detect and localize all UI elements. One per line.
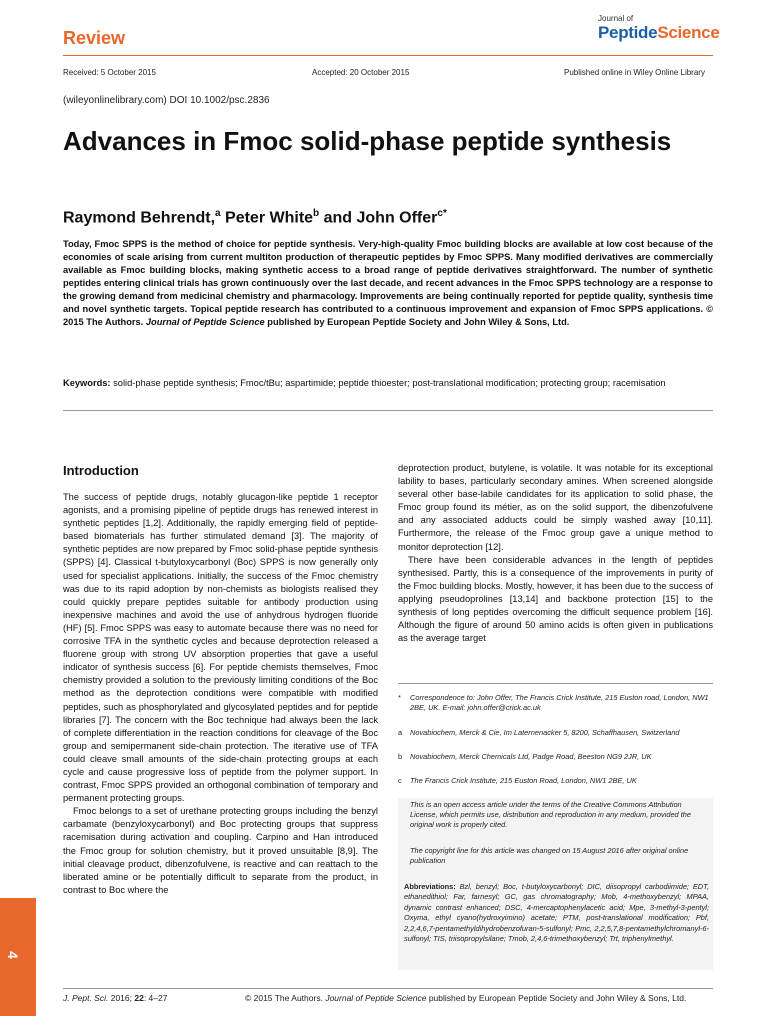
- author-name[interactable]: and John Offer: [319, 209, 438, 227]
- affiliation-b: b Novabiochem, Merck Chemicals Ltd, Padge Road, Beeston NG9 2JR, UK: [398, 752, 652, 761]
- abbreviations: Abbreviations: Bzl, benzyl; Boc, t-butyloxycarbonyl; DIC, diisopropyl carbodiimide; EDT, ethanedithiol; Far, farnesyl; GC, gas chromatography; Mob, 4-methoxybenzyl; MPAA, dynamic contrast enhanced; DSC, 4-mercaptophenylacetic acid; Mpe, 3-methyl-3-pentyl; Oxyma, ethyl cyano(hydroxyimino) acetate; PTM, post-translational modification; Pbf, 2,2,4,6,7-pentamethyldihydrobenzofuran-5-sulfonyl; Pmc, 2,2,5,7,8-pentamethylchromanyl-6-sulfonyl; TIS, triisopropylsilane; Tmob, 2,4,6-trimethoxybenzyl; Trt, triphenylmethyl.: [404, 882, 710, 944]
- copyright-line: © 2015 The Authors. Journal of Peptide Science published by European Peptide Society and John Wiley & Sons, Ltd.: [245, 993, 687, 1003]
- header-rule: [63, 55, 713, 56]
- author-name[interactable]: Peter White: [220, 209, 314, 227]
- keywords-label: Keywords:: [63, 378, 111, 388]
- section-label: Review: [63, 28, 126, 48]
- keywords-list: solid-phase peptide synthesis; Fmoc/tBu; aspartimide; peptide thioester; post-translational modification; protecting group; racemisation: [113, 378, 666, 388]
- keywords-rule: [63, 410, 713, 411]
- paragraph: There have been considerable advances in the length of peptides synthesised. Partly, this is a consequence of the improvements in purity of the Fmoc building blocks. Mostly, however, it has been due to the success of applying pseudoprolines [13,14] and backbone protection [15] to the synthesis of long peptides overcoming the difficult sequence problem [16]. Although the figure of around 50 amino acids is often given in publications as the average target: [398, 554, 713, 644]
- journal-logo-big: PeptideScience: [598, 23, 720, 42]
- paragraph: deprotection product, butylene, is volatile. It was notable for its exceptional lability to bases, particularly secondary amines. When screened alongside several other base-labile candidates for its application to solid phase, the Fmoc group found its métier, as on the solid support, the dibenzofulvene and any associated adducts could be simply washed away [10,11]. Furthermore, the release of the Fmoc group gave a unique method to monitor deprotection [12].: [398, 463, 713, 552]
- keywords: [63, 377, 713, 390]
- footer-rule: [63, 988, 713, 989]
- published-note: Published online in Wiley Online Library: [564, 68, 705, 77]
- paragraph: The success of peptide drugs, notably glucagon-like peptide 1 receptor agonists, and a promising pipeline of peptide drugs has renewed interest in synthetic peptides [1,2]. Additionally, the rapidly emerging field of peptide-based biomaterials has further stimulated demand [3]. The majority of synthetic peptides are now prepared by Fmoc solid-phase peptide synthesis (SPPS) [4]. Classical t-butyloxycarbonyl (Boc) SPPS is now generally only used for specialist applications. Initially, the success of the Fmoc chemistry was due to its rapid adoption by non-chemists as biologists realised they could quickly prepare peptides suitable for antibody production using inexpensive machines and avoid the use of anhydrous hydrogen fluoride (HF) [5]. Fmoc SPPS was easy to automate because there was no need for corrosive TFA in the synthetic cycles and because deprotection released a fluorene group with strong UV absorption properties that gave a useful indicator of synthesis success [6]. For peptide chemists themselves, Fmoc chemistry provided a solution to the previously limiting conditions of the Boc method as the deprotection conditions were compatible with modified peptides, such as phosphorylated and glycosylated peptides and for peptide libraries [7]. The concern with the Boc technique had always been the lack of complete differentiation in the reaction conditions for cleavage of the Boc group and semipermanent side-chain protection. The iterative use of TFA could cleave small amounts of the side-chain protecting groups at each cycle and cause progressive loss of peptide from the polymer support. In contrast, Fmoc SPPS provided an orthogonal combination of temporary and permanent protecting groups.: [63, 492, 378, 804]
- abstract: Today, Fmoc SPPS is the method of choice for peptide synthesis. Very-high-quality Fmoc building blocks are available at low cost because of the economies of scale arising from current multiton production of therapeutic peptides by Fmoc SPPS. Many modified derivatives are commercially available as Fmoc building blocks, making synthetic access to a broad range of peptide derivatives straightforward. The number of synthetic peptides entering clinical trials has grown continuously over the last decade, and recent advances in the Fmoc SPPS technology are a response to the growing demand from medicinal chemistry and pharmacology. Improvements are being continually reported for peptide quality, synthesis time and novel synthetic targets. Topical peptide research has contributed to a continuous improvement and expansion of Fmoc SPPS applications. © 2015 The Authors. Journal of Peptide Science published by European Peptide Society and John Wiley & Sons, Ltd.: [63, 239, 713, 327]
- paragraph: Fmoc belongs to a set of urethane protecting groups including the benzyl carbamate (benzyloxycarbonyl) and Boc protecting groups that suppress racemisation during activation and coupling. Carpino and Han introduced the Fmoc group for solution chemistry, but it proved unsuitable [8,9]. The initial cleavage product, dibenzofulvene, is reactive and can reattach to the liberated amine or be potentially difficult to separate from the product, in contrast to Boc where the: [63, 806, 378, 895]
- journal-logo[interactable]: [598, 14, 720, 42]
- author-affil: c*: [437, 208, 447, 219]
- body-column-right: [398, 462, 713, 645]
- abbreviations-label: Abbreviations:: [404, 882, 456, 891]
- doi-link[interactable]: (wileyonlinelibrary.com) DOI 10.1002/psc.2836: [63, 95, 270, 106]
- citation: J. Pept. Sci. 2016; 22: 4–27: [63, 993, 168, 1003]
- received-date: Received: 5 October 2015: [63, 68, 156, 77]
- journal-logo-small: Journal of: [598, 14, 634, 23]
- copyright-change-note: The copyright line for this article was changed on 15 August 2016 after original online publication: [410, 846, 689, 865]
- accepted-date: Accepted: 20 October 2015: [312, 68, 410, 77]
- correspondence-note: * Correspondence to: John Offer, The Francis Crick Institute, 215 Euston road, London, NW1 2BE, UK. E-mail: john.offer@crick.ac.uk: [398, 693, 709, 712]
- author-list: [63, 208, 447, 227]
- article-title: Advances in Fmoc solid-phase peptide synthesis: [63, 126, 672, 156]
- license-note: This is an open access article under the terms of the Creative Commons Attribution License, which permits use, distribution and reproduction in any medium, provided the original work is properly cited.: [410, 800, 691, 829]
- affiliation-a: a Novabiochem, Merck & Cie, Im Laternenacker 5, 8200, Schaffhausen, Switzerland: [398, 728, 680, 737]
- page-number: 4: [4, 951, 21, 959]
- author-name[interactable]: Raymond Behrendt,: [63, 209, 216, 227]
- footnote-rule: [398, 683, 713, 684]
- body-column-left: [63, 491, 378, 897]
- author-affil: a: [215, 208, 221, 219]
- author-affil: b: [313, 208, 320, 219]
- section-heading: Introduction: [63, 463, 139, 478]
- affiliation-c: c The Francis Crick Institute, 215 Euston Road, London, NW1 2BE, UK: [398, 776, 637, 785]
